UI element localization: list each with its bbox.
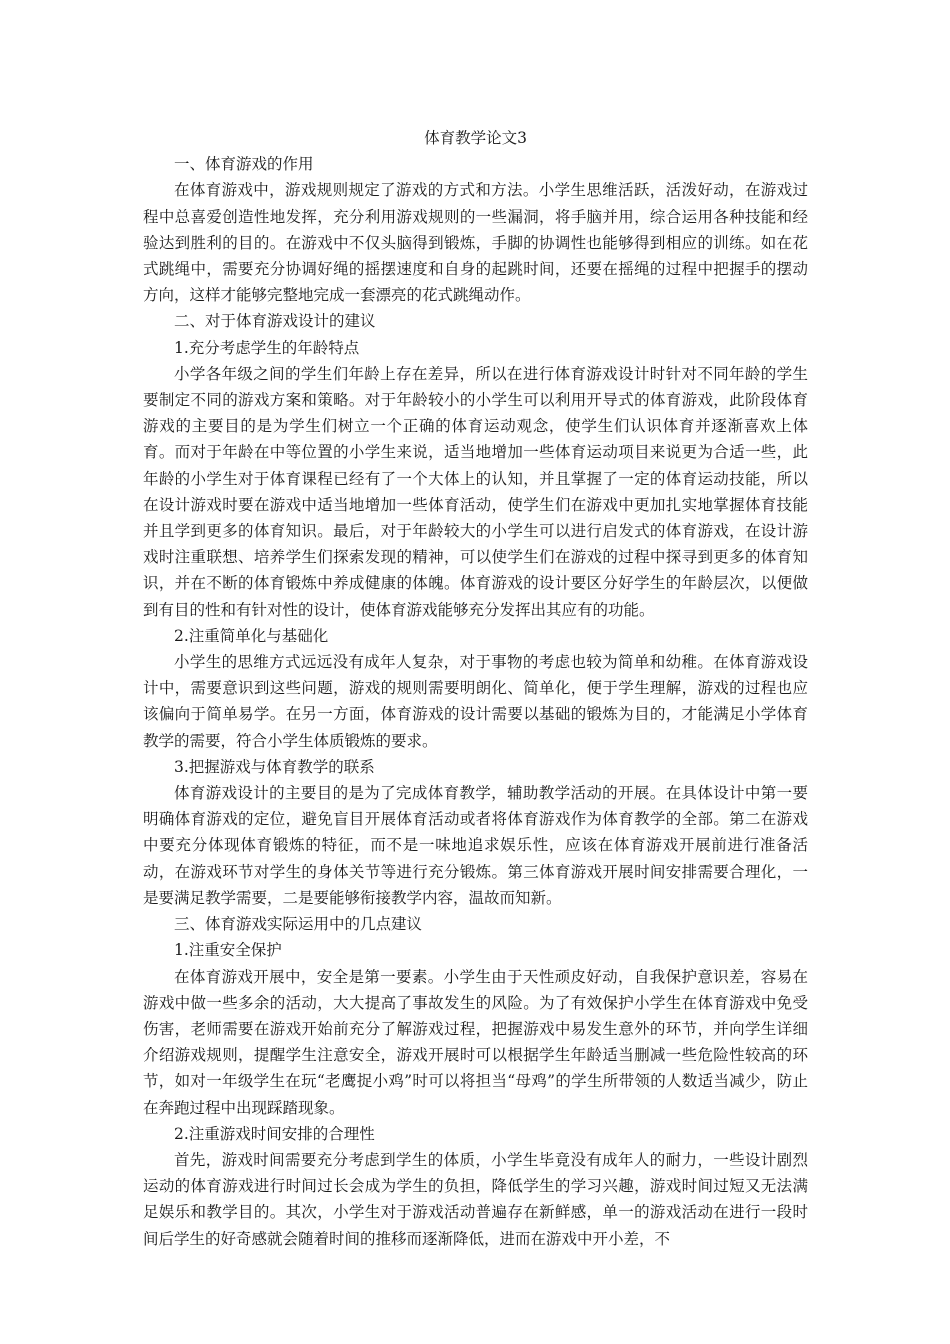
paragraph-3-2: 首先，游戏时间需要充分考虑到学生的体质，小学生毕竟没有成年人的耐力，一些设计剧烈运动的体育游戏进行时间过长会成为学生的负担，降低学生的学习兴趣，游戏时间过短又无法满足娱乐和教学目的。其次，小学生对于游戏活动普遍存在新鲜感，单一的游戏活动在进行一段时间后学生的好奇感就会随着时间的推移而逐渐降低，进而在游戏中开小差，不 xyxy=(143,1150,808,1248)
subheading-3-2: 2.注重游戏时间安排的合理性 xyxy=(174,1124,375,1143)
subheading-2-2: 2.注重简单化与基础化 xyxy=(174,626,329,645)
subheading-2-3: 3.把握游戏与体育教学的联系 xyxy=(174,757,375,776)
paragraph-2-2: 小学生的思维方式远远没有成年人复杂，对于事物的考虑也较为简单和幼稚。在体育游戏设计中，需要意识到这些问题，游戏的规则需要明朗化、简单化，便于学生理解，游戏的过程也应该偏向于简单易学。在另一方面，体育游戏的设计需要以基础的锻炼为目的，才能满足小学体育教学的需要，符合小学生体质锻炼的要求。 xyxy=(143,653,808,750)
paragraph-2-3: 体育游戏设计的主要目的是为了完成体育教学，辅助教学活动的开展。在具体设计中第一要明确体育游戏的定位，避免盲目开展体育活动或者将体育游戏作为体育教学的全部。第二在游戏中要充分体现体育锻炼的特征，而不是一味地追求娱乐性，应该在体育游戏开展前进行准备活动，在游戏环节对学生的身体关节等进行充分锻炼。第三体育游戏开展时间安排需要合理化，一是要满足教学需要，二是要能够衔接教学内容，温故而知新。 xyxy=(143,784,808,907)
paragraph-3-1: 在体育游戏开展中，安全是第一要素。小学生由于天性顽皮好动，自我保护意识差，容易在游戏中做一些多余的活动，大大提高了事故发生的风险。为了有效保护小学生在体育游戏中免受伤害，老师需要在游戏开始前充分了解游戏过程，把握游戏中易发生意外的环节，并向学生详细介绍游戏规则，提醒学生注意安全，游戏开展时可以根据学生年龄适当删减一些危险性较高的环节，如对一年级学生在玩“老鹰捉小鸡”时可以将担当“母鸡”的学生所带领的人数适当减少，防止在奔跑过程中出现踩踏现象。 xyxy=(143,967,808,1117)
paragraph-2-1: 小学各年级之间的学生们年龄上存在差异，所以在进行体育游戏设计时针对不同年龄的学生要制定不同的游戏方案和策略。对于年龄较小的小学生可以利用开导式的体育游戏，此阶段体育游戏的主要目的是为学生们树立一个正确的体育运动观念，使学生们认识体育并逐渐喜欢上体育。而对于年龄在中等位置的小学生来说，适当地增加一些体育运动项目来说更为合适一些，此年龄的小学生对于体育课程已经有了一个大体上的认知，并且掌握了一定的体育运动技能，所以在设计游戏时要在游戏中适当地增加一些体育活动，使学生们在游戏中更加扎实地掌握体育技能并且学到更多的体育知识。最后，对于年龄较大的小学生可以进行启发式的体育游戏，在设计游戏时注重联想、培养学生们探索发现的精神，可以使学生们在游戏的过程中探寻到更多的体育知识，并在不断的体育锻炼中养成健康的体魄。体育游戏的设计要区分好学生的年龄层次，以便做到有目的性和有针对性的设计，使体育游戏能够充分发挥出其应有的功能。 xyxy=(143,364,808,619)
subheading-2-1: 1.充分考虑学生的年龄特点 xyxy=(174,338,360,357)
subheading-3-1: 1.注重安全保护 xyxy=(174,941,282,960)
section-heading-3: 三、体育游戏实际运用中的几点建议 xyxy=(174,915,423,934)
section-heading-1: 一、体育游戏的作用 xyxy=(174,155,314,174)
section-heading-2: 二、对于体育游戏设计的建议 xyxy=(174,312,376,331)
document-body xyxy=(143,125,808,1252)
paragraph-1: 在体育游戏中，游戏规则规定了游戏的方式和方法。小学生思维活跃，活泼好动，在游戏过程中总喜爱创造性地发挥，充分利用游戏规则的一些漏洞，将手脑并用，综合运用各种技能和经验达到胜利的目的。在游戏中不仅头脑得到锻炼，手脚的协调性也能够得到相应的训练。如在花式跳绳中，需要充分协调好绳的摇摆速度和自身的起跳时间，还要在摇绳的过程中把握手的摆动方向，这样才能够完整地完成一套漂亮的花式跳绳动作。 xyxy=(143,181,808,305)
document-title: 体育教学论文3 xyxy=(424,129,527,147)
